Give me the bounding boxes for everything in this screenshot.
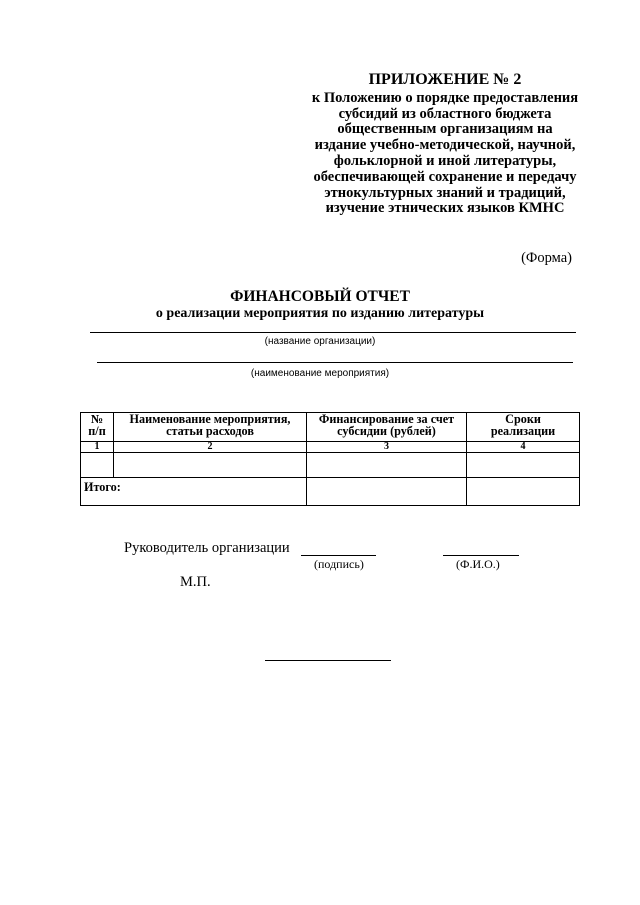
signature-line[interactable] bbox=[301, 555, 376, 556]
event-name-line[interactable] bbox=[97, 362, 573, 363]
financial-table bbox=[80, 412, 580, 506]
report-subtitle: о реализации мероприятия по изданию литературы bbox=[155, 306, 485, 321]
org-name-line[interactable] bbox=[90, 332, 576, 333]
total-funding-cell[interactable] bbox=[307, 478, 467, 506]
column-number-row bbox=[81, 442, 580, 453]
column-header-terms: Сроки реализации bbox=[467, 413, 580, 442]
table-cell[interactable] bbox=[307, 453, 467, 478]
form-label: (Форма) bbox=[521, 250, 572, 266]
column-header-expense-name: Наименование мероприятия, статьи расходов bbox=[114, 413, 307, 442]
appendix-line: к Положению о порядке предоставления bbox=[311, 89, 579, 106]
full-name-caption: (Ф.И.О.) bbox=[456, 557, 500, 571]
total-terms-cell[interactable] bbox=[467, 478, 580, 506]
table-row bbox=[81, 453, 580, 478]
appendix-line: изучение этнических языков КМНС bbox=[325, 200, 565, 217]
signature-caption: (подпись) bbox=[314, 557, 364, 571]
column-number: 4 bbox=[467, 442, 580, 453]
appendix-line: фольклорной и иной литературы, bbox=[333, 152, 557, 169]
appendix-line: субсидий из областного бюджета bbox=[338, 105, 552, 122]
report-title: ФИНАНСОВЫЙ ОТЧЕТ bbox=[230, 288, 410, 305]
table-cell[interactable] bbox=[467, 453, 580, 478]
total-row bbox=[81, 478, 580, 506]
table-cell[interactable] bbox=[114, 453, 307, 478]
event-name-caption: (наименование мероприятия) bbox=[250, 368, 390, 379]
appendix-line: обеспечивающей сохранение и передачу bbox=[313, 168, 577, 185]
appendix-title: ПРИЛОЖЕНИЕ № 2 bbox=[368, 71, 522, 88]
table-cell[interactable] bbox=[81, 453, 114, 478]
appendix-line: общественным организациям на bbox=[337, 121, 553, 138]
org-name-caption: (название организации) bbox=[264, 336, 376, 347]
column-number: 1 bbox=[81, 442, 114, 453]
column-header-number: № п/п bbox=[81, 413, 114, 442]
column-number: 2 bbox=[114, 442, 307, 453]
separator-line bbox=[265, 660, 391, 661]
appendix-line: издание учебно-методической, научной, bbox=[314, 137, 576, 154]
column-number: 3 bbox=[307, 442, 467, 453]
stamp-place-label: М.П. bbox=[180, 574, 211, 590]
appendix-line: этнокультурных знаний и традиций, bbox=[324, 184, 566, 201]
total-label: Итого: bbox=[81, 478, 307, 506]
appendix-header bbox=[300, 72, 590, 217]
table-header-row bbox=[81, 413, 580, 442]
full-name-line[interactable] bbox=[443, 555, 519, 556]
column-header-funding: Финансирование за счет субсидии (рублей) bbox=[307, 413, 467, 442]
head-of-organization-label: Руководитель организации bbox=[124, 540, 290, 556]
